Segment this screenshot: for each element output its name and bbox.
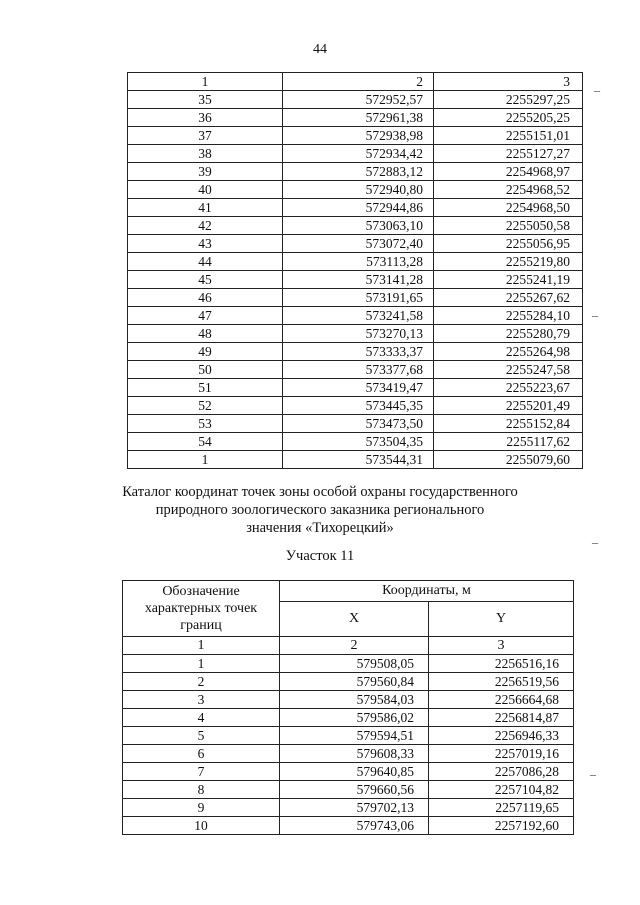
- table-row: [128, 307, 583, 325]
- column-numbers-row: [123, 637, 574, 655]
- point-number: 5: [123, 727, 280, 745]
- table-row: [128, 415, 583, 433]
- coord-x: 573377,68: [283, 361, 434, 379]
- table-row: [128, 217, 583, 235]
- table-row: [128, 433, 583, 451]
- coord-y: 2254968,52: [434, 181, 583, 199]
- coordinates-table-plot-11: [122, 580, 574, 835]
- catalog-title: [0, 483, 640, 537]
- plot-label: Участок 11: [285, 548, 355, 564]
- point-number: 40: [128, 181, 283, 199]
- coord-x: 573191,65: [283, 289, 434, 307]
- coordinates-table-continued: [127, 72, 583, 469]
- column-number-2: 2: [283, 73, 434, 91]
- table-row: [123, 817, 574, 835]
- table-row: [123, 709, 574, 727]
- coord-y: 2255056,95: [434, 235, 583, 253]
- coord-y: 2256519,56: [429, 673, 574, 691]
- coord-x: 573445,35: [283, 397, 434, 415]
- column-number-1: 1: [123, 637, 280, 655]
- point-number: 42: [128, 217, 283, 235]
- scan-mark: ‒: [590, 767, 596, 781]
- coord-y: 2255152,84: [434, 415, 583, 433]
- coord-x: 572934,42: [283, 145, 434, 163]
- table-header-row: [128, 73, 583, 91]
- table-row: [123, 799, 574, 817]
- coord-y: 2257019,16: [429, 745, 574, 763]
- coord-x: 573504,35: [283, 433, 434, 451]
- column-number-3: 3: [434, 73, 583, 91]
- table-row: [128, 289, 583, 307]
- coord-y: 2255280,79: [434, 325, 583, 343]
- coord-y: 2255241,19: [434, 271, 583, 289]
- coord-x: 573113,28: [283, 253, 434, 271]
- coord-y: 2257192,60: [429, 817, 574, 835]
- table-row: [128, 163, 583, 181]
- table-row: [128, 109, 583, 127]
- table-row: [128, 379, 583, 397]
- header-x: X: [280, 601, 429, 636]
- point-number: 8: [123, 781, 280, 799]
- point-number: 38: [128, 145, 283, 163]
- coord-x: 579586,02: [280, 709, 429, 727]
- scan-mark: ‒: [592, 308, 598, 322]
- table-row: [128, 181, 583, 199]
- coord-y: 2255223,67: [434, 379, 583, 397]
- coord-y: 2255267,62: [434, 289, 583, 307]
- scan-mark: ‒: [592, 535, 598, 549]
- coord-y: 2255205,25: [434, 109, 583, 127]
- point-number: 36: [128, 109, 283, 127]
- page-number: 44: [313, 42, 327, 57]
- coord-x: 572940,80: [283, 181, 434, 199]
- table-row: [123, 673, 574, 691]
- coord-x: 579640,85: [280, 763, 429, 781]
- column-number-1: 1: [128, 73, 283, 91]
- point-number: 48: [128, 325, 283, 343]
- coord-y: 2255284,10: [434, 307, 583, 325]
- point-number: 51: [128, 379, 283, 397]
- coord-x: 579560,84: [280, 673, 429, 691]
- coord-y: 2254968,50: [434, 199, 583, 217]
- table-row: [128, 325, 583, 343]
- coord-y: 2256664,68: [429, 691, 574, 709]
- table-row: [128, 127, 583, 145]
- point-number: 1: [128, 451, 283, 469]
- point-number: 49: [128, 343, 283, 361]
- point-number: 50: [128, 361, 283, 379]
- point-number: 44: [128, 253, 283, 271]
- coord-x: 579660,56: [280, 781, 429, 799]
- coord-y: 2255247,58: [434, 361, 583, 379]
- header-y: Y: [429, 601, 574, 636]
- point-number: 1: [123, 655, 280, 673]
- column-number-3: 3: [429, 637, 574, 655]
- table-row: [128, 91, 583, 109]
- coord-x: 579508,05: [280, 655, 429, 673]
- coord-y: 2255264,98: [434, 343, 583, 361]
- header-coordinates: Координаты, м: [280, 581, 574, 602]
- point-number: 45: [128, 271, 283, 289]
- point-number: 9: [123, 799, 280, 817]
- table-row: [128, 451, 583, 469]
- table-row: [128, 271, 583, 289]
- coord-x: 572961,38: [283, 109, 434, 127]
- table-row: [123, 745, 574, 763]
- coord-x: 573333,37: [283, 343, 434, 361]
- coord-x: 573141,28: [283, 271, 434, 289]
- catalog-title-line: природного зоологического заказника регионального: [155, 502, 485, 518]
- coord-x: 572952,57: [283, 91, 434, 109]
- point-number: 54: [128, 433, 283, 451]
- point-number: 4: [123, 709, 280, 727]
- coord-x: 573072,40: [283, 235, 434, 253]
- table-row: [123, 691, 574, 709]
- coord-y: 2255117,62: [434, 433, 583, 451]
- catalog-title-line: значения «Тихорецкий»: [246, 520, 394, 536]
- coord-y: 2255079,60: [434, 451, 583, 469]
- coord-x: 579594,51: [280, 727, 429, 745]
- coord-y: 2254968,97: [434, 163, 583, 181]
- coord-x: 572944,86: [283, 199, 434, 217]
- coord-y: 2255151,01: [434, 127, 583, 145]
- point-number: 37: [128, 127, 283, 145]
- table-row: [128, 253, 583, 271]
- coord-y: 2255127,27: [434, 145, 583, 163]
- coord-x: 573419,47: [283, 379, 434, 397]
- coord-y: 2255219,80: [434, 253, 583, 271]
- table-row: [123, 763, 574, 781]
- coord-x: 573473,50: [283, 415, 434, 433]
- coord-x: 572883,12: [283, 163, 434, 181]
- point-number: 6: [123, 745, 280, 763]
- table-row: [128, 199, 583, 217]
- point-number: 2: [123, 673, 280, 691]
- coord-x: 579743,06: [280, 817, 429, 835]
- point-number: 41: [128, 199, 283, 217]
- coord-y: 2257086,28: [429, 763, 574, 781]
- coord-x: 579608,33: [280, 745, 429, 763]
- table-row: [123, 727, 574, 745]
- coord-x: 579702,13: [280, 799, 429, 817]
- point-number: 53: [128, 415, 283, 433]
- point-number: 52: [128, 397, 283, 415]
- point-number: 35: [128, 91, 283, 109]
- table-row: [123, 781, 574, 799]
- coord-x: 573241,58: [283, 307, 434, 325]
- table-row: [123, 655, 574, 673]
- point-number: 46: [128, 289, 283, 307]
- table-row: [128, 361, 583, 379]
- table-row: [128, 235, 583, 253]
- coord-x: 572938,98: [283, 127, 434, 145]
- coord-x: 579584,03: [280, 691, 429, 709]
- coord-y: 2255050,58: [434, 217, 583, 235]
- coord-y: 2255297,25: [434, 91, 583, 109]
- coord-x: 573544,31: [283, 451, 434, 469]
- scan-mark: ‒: [594, 83, 600, 97]
- coord-x: 573270,13: [283, 325, 434, 343]
- point-number: 7: [123, 763, 280, 781]
- point-number: 3: [123, 691, 280, 709]
- point-number: 10: [123, 817, 280, 835]
- catalog-title-line: Каталог координат точек зоны особой охраны государственного: [122, 484, 518, 500]
- coord-y: 2255201,49: [434, 397, 583, 415]
- coord-y: 2257104,82: [429, 781, 574, 799]
- table-row: [128, 397, 583, 415]
- header-point-designation: Обозначение характерных точек границ: [123, 581, 280, 637]
- point-number: 39: [128, 163, 283, 181]
- coord-y: 2256946,33: [429, 727, 574, 745]
- point-number: 43: [128, 235, 283, 253]
- table-row: [128, 343, 583, 361]
- coord-x: 573063,10: [283, 217, 434, 235]
- table-row: [128, 145, 583, 163]
- column-number-2: 2: [280, 637, 429, 655]
- point-number: 47: [128, 307, 283, 325]
- coord-y: 2256814,87: [429, 709, 574, 727]
- coord-y: 2257119,65: [429, 799, 574, 817]
- coord-y: 2256516,16: [429, 655, 574, 673]
